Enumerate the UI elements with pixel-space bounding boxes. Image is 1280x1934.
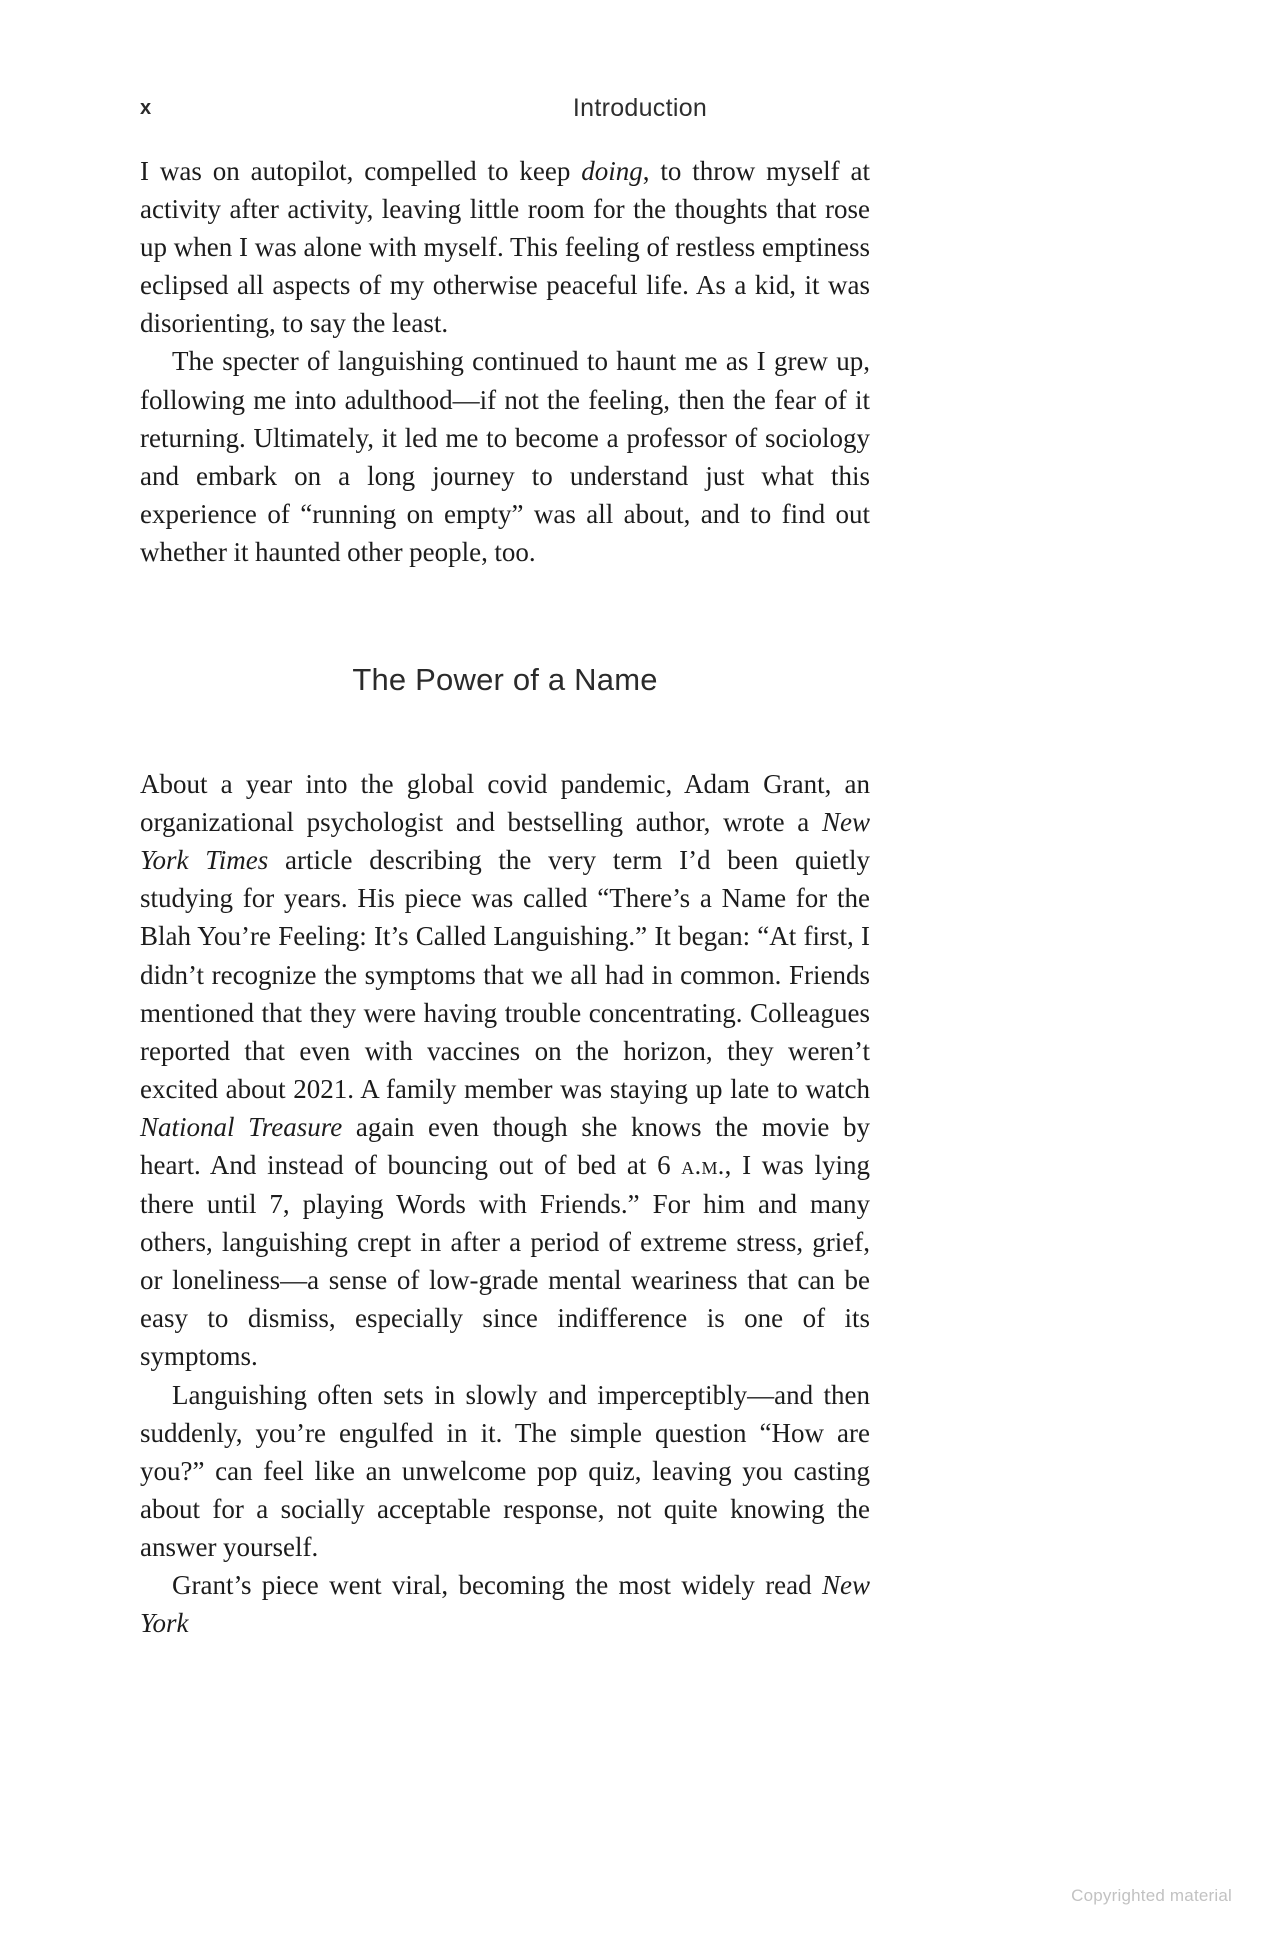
page-number: x xyxy=(140,97,152,119)
text-column xyxy=(140,152,870,1642)
running-head xyxy=(140,88,1140,128)
heading-space-above xyxy=(140,571,870,661)
italic-run: New York xyxy=(140,1570,870,1639)
italic-run: New York Times xyxy=(140,807,870,876)
section-heading: The Power of a Name xyxy=(352,662,658,698)
paragraph-sets-in-slowly: Languishing often sets in slowly and imperceptibly—and then suddenly, you’re engulfed in it. The simple question “How are you?” can feel like an unwelcome pop quiz, leaving you casting about for a socially acceptable response, not quite knowing the answer yourself. xyxy=(140,1379,870,1562)
paragraph-went-viral: Grant’s piece went viral, becoming the most widely read New York xyxy=(140,1570,870,1639)
paragraph-specter: The specter of languishing continued to haunt me as I grew up, following me into adulthood—if not the feeling, then the fear of it returning. Ultimately, it led me to become a professor of sociology and embark on a long journey to understand just what this experience of “running on empty” was all about, and to find out whether it haunted other people, too. xyxy=(140,346,870,567)
paragraph-autopilot: I was on autopilot, compelled to keep doing, to throw myself at activity after activity, leaving little room for the thoughts that rose up when I was alone with myself. This feeling of restless emptiness eclipsed all aspects of my otherwise peaceful life. As a kid, it was disorienting, to say the least. xyxy=(140,156,870,339)
italic-run: National Treasure xyxy=(140,1111,343,1142)
italic-run: doing xyxy=(581,156,643,186)
heading-space-below xyxy=(140,699,870,765)
small-caps-run: a.m. xyxy=(681,1150,725,1180)
copyrighted-material-note: Copyrighted material xyxy=(1071,1886,1232,1905)
running-head-title: Introduction xyxy=(572,94,708,122)
paragraph-adam-grant: About a year into the global covid pandemic, Adam Grant, an organizational psychologist and bestselling author, wrote a New York Times article describing the very term I’d been quietly studying for years. His piece was called “There’s a Name for the Blah You’re Feeling: It’s Called Languishing.” It began: “At first, I didn’t recognize the symptoms that we all had in common. Friends mentioned that they were having trouble concentrating. Colleagues reported that even with vaccines on the horizon, they weren’t excited about 2021. A family member was staying up late to watch National Treasure again even though she knows the movie by heart. And instead of bouncing out of bed at 6 a.m., I was lying there until 7, playing Words with Friends.” For him and many others, languishing crept in after a period of extreme stress, grief, or loneliness—a sense of low-grade mental weariness that can be easy to dismiss, especially since indifference is one of its symptoms. xyxy=(140,769,870,1372)
